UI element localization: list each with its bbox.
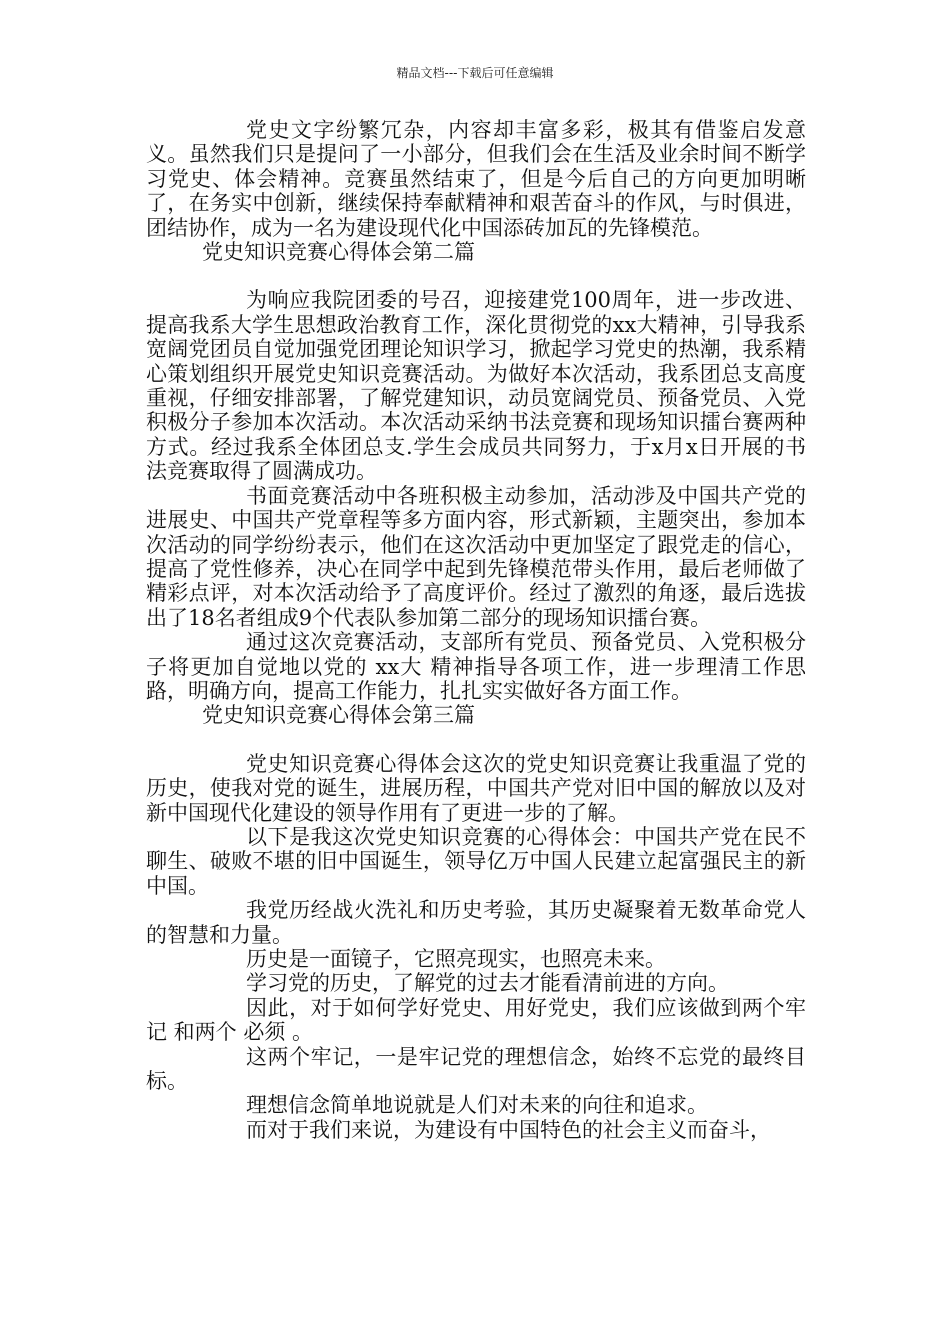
paragraph-written-contest: 书面竞赛活动中各班积极主动参加，活动涉及中国共产党的进展史、中国共产党章程等多方面内容，形式新颖，主题突出，参加本次活动的同学纷纷表示，他们在这次活动中更加坚定了跟党走的信心，提高了党性修养，决心在同学中起到先锋模范带头作用，最后老师做了精彩点评，对本次活动给予了高度评价。经过了激烈的角逐，最后选拔出了18名者组成9个代表队参加第二部分的现场知识擂台赛。 <box>146 483 806 630</box>
page-header: 精品文档---下载后可任意编辑 <box>396 66 554 80</box>
paragraph-conclusion-first: 党史文字纷繁冗杂，内容却丰富多彩，极其有借鉴启发意义。虽然我们只是提问了一小部分，但我们会在生活及业余时间不断学习党史、体会精神。竞赛虽然结束了，但是今后自己的方向更加明晰了，在务实中创新，继续保持奉献精神和艰苦奋斗的作风，与时俱进，团结协作，成为一名为建设现代化中国添砖加瓦的先锋模范。 <box>146 118 806 240</box>
paragraph-first-remember: 这两个牢记，一是牢记党的理想信念，始终不忘党的最终目标。 <box>146 1044 806 1094</box>
document-body <box>146 118 806 1142</box>
paragraph-reflection: 以下是我这次党史知识竞赛的心得体会：中国共产党在民不聊生、破败不堪的旧中国诞生，领导亿万中国人民建立起富强民主的新中国。 <box>146 824 806 898</box>
paragraph-socialism: 而对于我们来说，为建设有中国特色的社会主义而奋斗， <box>246 1117 771 1142</box>
paragraph-ideals: 理想信念简单地说就是人们对未来的向往和追求。 <box>246 1093 708 1118</box>
blank-line <box>146 728 806 752</box>
paragraph-two-remembers: 因此，对于如何学好党史、用好党史，我们应该做到两个牢记 和两个 必须 。 <box>146 995 806 1045</box>
paragraph-intro-third: 党史知识竞赛心得体会这次的党史知识竞赛让我重温了党的历史，使我对党的诞生，进展历程，中国共产党对旧中国的解放以及对新中国现代化建设的领导作用有了更进一步的了解。 <box>146 751 806 825</box>
paragraph-learn-history: 学习党的历史，了解党的过去才能看清前进的方向。 <box>246 971 729 996</box>
blank-line <box>146 264 806 288</box>
paragraph-history-trials: 我党历经战火洗礼和历史考验，其历史凝聚着无数革命党人的智慧和力量。 <box>146 898 806 947</box>
section-heading-third: 党史知识竞赛心得体会第三篇 <box>202 703 475 728</box>
section-heading-second: 党史知识竞赛心得体会第二篇 <box>202 240 475 265</box>
paragraph-intro-second: 为响应我院团委的号召，迎接建党100周年，进一步改进、提高我系大学生思想政治教育工作，深化贯彻党的xx大精神，引导我系宽阔党团员自觉加强党团理论知识学习，掀起学习党史的热潮，我系精心策划组织开展党史知识竞赛活动。为做好本次活动，我系团总支高度重视，仔细安排部署，了解党建知识，动员宽阔党员、预备党员、入党积极分子参加本次活动。本次活动采纳书法竞赛和现场知识擂台赛两种方式。经过我系全体团总支.学生会成员共同努力，于x月x日开展的书法竞赛取得了圆满成功。 <box>146 288 806 484</box>
paragraph-mirror: 历史是一面镜子，它照亮现实，也照亮未来。 <box>246 947 666 971</box>
paragraph-conclusion-second: 通过这次竞赛活动，支部所有党员、预备党员、入党积极分子将更加自觉地以党的 xx大 精神指导各项工作，进一步理清工作思路，明确方向，提高工作能力，扎扎实实做好各方面工作。 <box>146 630 806 703</box>
